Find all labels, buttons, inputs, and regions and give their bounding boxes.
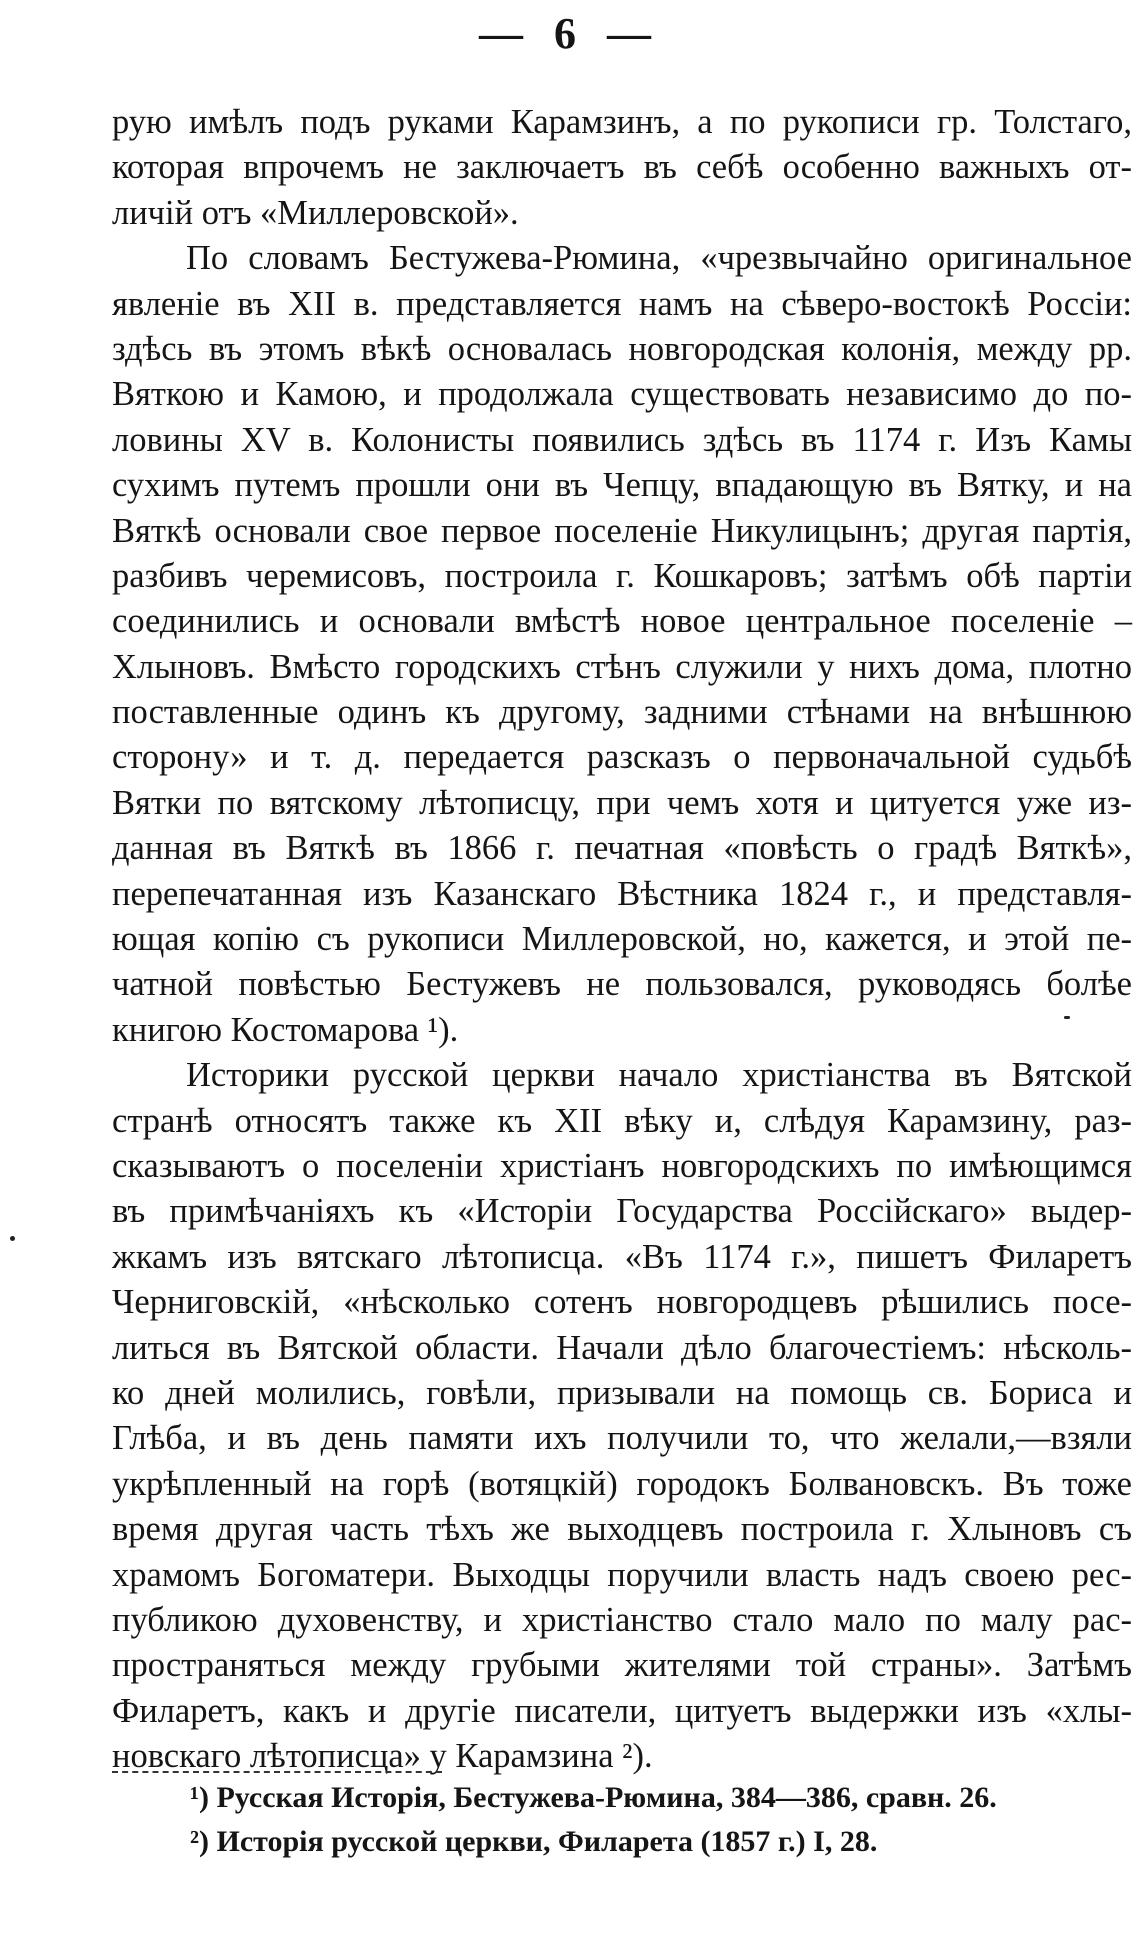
text-line: сказываютъ о поселеніи христіанъ новгородскихъ по имѣющимся xyxy=(112,1146,1132,1185)
footnote-2: ²) Исторія русской церкви, Филарета (1857 г.) I, 28. xyxy=(190,1825,878,1858)
text-line: Вятки по вятскому лѣтописцу, при чемъ хотя и цитуется уже из- xyxy=(112,783,1132,822)
text-line: ко дней молились, говѣли, призывали на помощь св. Бориса и xyxy=(112,1373,1132,1412)
text-line: личій отъ «Миллеровской». xyxy=(112,193,519,232)
footnote-separator xyxy=(112,1771,442,1773)
text-line: книгою Костомарова ¹). xyxy=(112,1010,459,1049)
text-line: укрѣпленный на горѣ (вотяцкій) городокъ Болвановскъ. Въ тоже xyxy=(112,1464,1132,1503)
page-number: — 6 — xyxy=(479,9,661,58)
text-line: новскаго лѣтописца» у Карамзина ²). xyxy=(112,1737,653,1776)
text-line: чатной повѣстью Бестужевъ не пользовался, руководясь болѣе xyxy=(112,965,1132,1004)
text-line: поставленные одинъ къ другому, задними стѣнами на внѣшнюю xyxy=(112,693,1132,732)
paragraph-start-line: Историки русской церкви начало христіанства въ Вятской xyxy=(186,1056,1132,1095)
paragraph-start-line: По словамъ Бестужева-Рюмина, «чрезвычайно оригинальное xyxy=(186,239,1132,278)
text-line: Хлыновъ. Вмѣсто городскихъ стѣнъ служили у нихъ дома, плотно xyxy=(112,647,1132,686)
text-line: литься въ Вятской области. Начали дѣло благочестіемъ: нѣсколь- xyxy=(112,1328,1132,1367)
text-line: разбивъ черемисовъ, построила г. Кошкаровъ; затѣмъ обѣ партіи xyxy=(112,556,1132,595)
text-line: храмомъ Богоматери. Выходцы поручили власть надъ своею рес- xyxy=(112,1555,1132,1594)
text-line: которая впрочемъ не заключаетъ въ себѣ особенно важныхъ от- xyxy=(112,148,1132,187)
text-line: Глѣба, и въ день памяти ихъ получили то, что желали,—взяли xyxy=(112,1419,1132,1458)
footnotes xyxy=(190,1776,1050,1864)
text-line: перепечатанная изъ Казанскаго Вѣстника 1824 г., и представля- xyxy=(112,874,1132,913)
text-line: явленіе въ XII в. представляется намъ на сѣверо-востокѣ Россіи: xyxy=(112,284,1132,323)
text-line: въ примѣчаніяхъ къ «Исторіи Государства Россійскаго» выдер- xyxy=(112,1192,1132,1231)
text-line: время другая часть тѣхъ же выходцевъ построила г. Хлыновъ съ xyxy=(112,1510,1132,1549)
footnote-1: ¹) Русская Исторія, Бестужева-Рюмина, 384—386, сравн. 26. xyxy=(190,1781,997,1814)
text-line: Вяткѣ основали свое первое поселеніе Никулицынъ; другая партія, xyxy=(112,511,1132,550)
margin-speck xyxy=(10,1236,15,1241)
text-line: публикою духовенству, и христіанство стало мало по малу рас- xyxy=(112,1600,1132,1639)
text-line: Вяткою и Камою, и продолжала существовать независимо до по- xyxy=(112,375,1132,414)
text-line: рую имѣлъ подъ руками Карамзинъ, а по рукописи гр. Толстаго, xyxy=(112,103,1132,141)
text-line: здѣсь въ этомъ вѣкѣ основалась новгородская колонія, между рр. xyxy=(112,329,1132,368)
text-line: данная въ Вяткѣ въ 1866 г. печатная «повѣсть о градѣ Вяткѣ», xyxy=(112,829,1132,868)
margin-speck xyxy=(1064,1016,1070,1019)
text-line: ющая копію съ рукописи Миллеровской, но, кажется, и этой пе- xyxy=(112,920,1132,959)
text-line: пространяться между грубыми жителями той страны». Затѣмъ xyxy=(112,1646,1132,1685)
text-line: ловины XV в. Колонисты появились здѣсь въ 1174 г. Изъ Камы xyxy=(112,420,1132,459)
text-line: жкамъ изъ вятскаго лѣтописца. «Въ 1174 г.», пишетъ Филаретъ xyxy=(112,1237,1132,1276)
text-line: Филаретъ, какъ и другіе писатели, цитуетъ выдержки изъ «хлы- xyxy=(112,1691,1132,1730)
text-line: сухимъ путемъ прошли они въ Чепцу, впадающую въ Вятку, и на xyxy=(112,466,1132,505)
body-text xyxy=(112,100,1132,1779)
text-line: соединились и основали вмѣстѣ новое центральное поселеніе – xyxy=(112,602,1132,641)
text-line: странѣ относятъ также къ XII вѣку и, слѣдуя Карамзину, раз- xyxy=(112,1101,1132,1140)
text-line: сторону» и т. д. передается разсказъ о первоначальной судьбѣ xyxy=(112,738,1132,777)
text-line: Черниговскій, «нѣсколько сотенъ новгородцевъ рѣшились посе- xyxy=(112,1283,1132,1322)
